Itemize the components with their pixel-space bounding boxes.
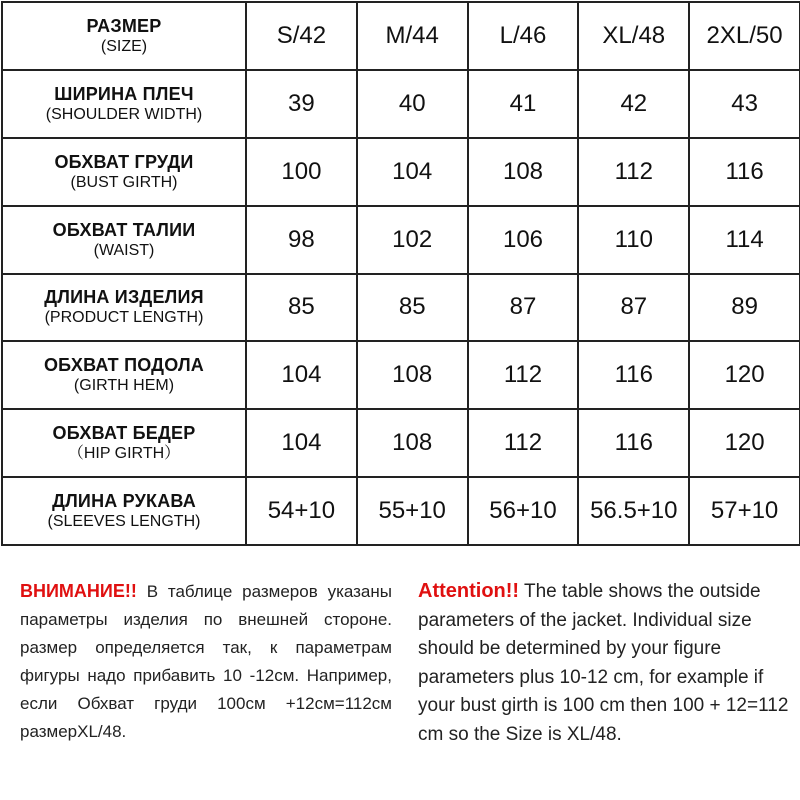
measurement-value-cell <box>357 70 468 138</box>
measurement-value: 85 <box>288 293 315 321</box>
measurement-value-cell <box>468 138 579 206</box>
measurement-label-ru: ШИРИНА ПЛЕЧ <box>54 83 194 104</box>
measurement-value: 42 <box>620 89 648 117</box>
measurement-value: 106 <box>502 225 544 253</box>
size-name: S/42 <box>276 21 327 49</box>
measurement-label-ru: ОБХВАТ ТАЛИИ <box>52 219 196 240</box>
measurement-label-en: (BUST GIRTH) <box>70 173 178 191</box>
measurement-label-en: (PRODUCT LENGTH) <box>44 309 204 327</box>
measurement-label-en: （HIP GIRTH） <box>67 445 181 463</box>
attention-label-ru: ВНИМАНИЕ!! <box>20 581 137 601</box>
measurement-value: 39 <box>288 89 315 117</box>
measurement-value-cell <box>578 70 689 138</box>
measurement-value: 114 <box>725 225 764 253</box>
size-name: M/44 <box>385 21 439 49</box>
measurement-value: 104 <box>281 361 322 389</box>
measurement-value-cell <box>689 206 800 274</box>
measurement-value: 108 <box>502 157 544 185</box>
measurement-value-cell <box>468 206 579 274</box>
measurement-value-cell <box>689 70 800 138</box>
measurement-value-cell <box>246 138 357 206</box>
measurement-label-cell <box>2 274 246 342</box>
measurement-value-cell <box>689 409 800 477</box>
size-header-label-en: (SIZE) <box>100 37 148 55</box>
measurement-value-cell <box>468 274 579 342</box>
measurement-label-ru: ОБХВАТ ГРУДИ <box>54 151 194 172</box>
measurement-value: 112 <box>503 361 543 389</box>
measurement-value: 102 <box>392 225 433 253</box>
measurement-value-cell <box>578 341 689 409</box>
measurement-value: 43 <box>731 89 758 117</box>
measurement-value: 100 <box>281 157 322 185</box>
measurement-label-cell <box>2 477 246 545</box>
measurement-value: 120 <box>724 429 765 457</box>
measurement-value: 112 <box>503 429 543 457</box>
measurement-label-cell <box>2 409 246 477</box>
measurement-value-cell <box>578 206 689 274</box>
measurement-value: 87 <box>509 293 537 321</box>
note-russian <box>20 577 392 746</box>
measurement-value: 89 <box>731 293 758 321</box>
measurement-value-cell <box>689 341 800 409</box>
measurement-value: 55+10 <box>378 497 446 525</box>
measurement-value: 104 <box>392 157 433 185</box>
notes-section <box>0 553 800 800</box>
measurement-value: 116 <box>614 361 653 389</box>
measurement-value-cell <box>689 477 800 545</box>
measurement-label-en: (GIRTH HEM) <box>73 377 175 395</box>
measurement-label-cell <box>2 70 246 138</box>
measurement-value: 85 <box>398 293 426 321</box>
measurement-row <box>2 409 800 477</box>
measurement-value: 108 <box>392 429 433 457</box>
size-header-label-ru: РАЗМЕР <box>86 15 162 36</box>
measurement-value: 104 <box>281 429 322 457</box>
measurement-label-cell <box>2 138 246 206</box>
measurement-value: 54+10 <box>267 497 336 525</box>
measurement-value-cell <box>468 409 579 477</box>
size-name: L/46 <box>499 21 547 49</box>
measurement-label-ru: ОБХВАТ ПОДОЛА <box>43 355 204 376</box>
measurement-row <box>2 341 800 409</box>
measurement-label-en: (WAIST) <box>93 241 155 259</box>
measurement-value: 120 <box>724 361 765 389</box>
measurement-label-cell <box>2 341 246 409</box>
measurement-value-cell <box>468 70 579 138</box>
measurement-value-cell <box>246 477 357 545</box>
measurement-value-cell <box>357 477 468 545</box>
size-column-header <box>246 2 357 70</box>
size-header-cell <box>2 2 246 70</box>
note-text-en: The table shows the outside parameters of the jacket. Individual size should be determined by your figure parameters plus 10-12 cm, for example if your bust girth is 100 cm then 100 + 12=112 cm so the Size is XL/48. <box>418 581 789 745</box>
measurement-value: 41 <box>509 89 537 117</box>
measurement-value-cell <box>689 138 800 206</box>
measurement-value: 56+10 <box>489 497 557 525</box>
size-column-header <box>689 2 800 70</box>
measurement-value-cell <box>246 274 357 342</box>
size-column-header <box>357 2 468 70</box>
measurement-row <box>2 70 800 138</box>
measurement-value-cell <box>357 206 468 274</box>
measurement-value-cell <box>578 409 689 477</box>
measurement-value: 112 <box>614 157 653 185</box>
measurement-label-en: (SLEEVES LENGTH) <box>47 513 201 531</box>
measurement-value-cell <box>246 341 357 409</box>
size-name: XL/48 <box>602 21 666 49</box>
measurement-label-ru: ДЛИНА РУКАВА <box>52 491 196 512</box>
measurement-value-cell <box>468 477 579 545</box>
measurement-label-cell <box>2 206 246 274</box>
measurement-value: 108 <box>392 361 433 389</box>
measurement-value-cell <box>357 409 468 477</box>
measurement-value-cell <box>689 274 800 342</box>
measurement-label-ru: ОБХВАТ БЕДЕР <box>52 423 196 444</box>
measurement-value: 98 <box>288 225 315 253</box>
size-chart-table <box>1 1 800 546</box>
header-row <box>2 2 800 70</box>
measurement-value-cell <box>357 274 468 342</box>
measurement-value: 110 <box>614 225 653 253</box>
measurement-value-cell <box>357 138 468 206</box>
measurement-value-cell <box>578 138 689 206</box>
size-column-header <box>468 2 579 70</box>
measurement-value-cell <box>357 341 468 409</box>
measurement-label-ru: ДЛИНА ИЗДЕЛИЯ <box>44 287 204 308</box>
measurement-row <box>2 274 800 342</box>
measurement-row <box>2 206 800 274</box>
measurement-value-cell <box>246 409 357 477</box>
size-column-header <box>578 2 689 70</box>
measurement-label-en: (SHOULDER WIDTH) <box>45 105 203 123</box>
measurement-value: 57+10 <box>710 497 779 525</box>
note-text-ru: В таблице размеров указаны параметры изделия по внешней стороне. размер определяется так, к параметрам фигуры надо прибавить 10 -12см. Например, если Обхват груди 100см +12см=112см размерXL/48. <box>20 582 392 741</box>
measurement-value-cell <box>468 341 579 409</box>
note-english <box>418 577 790 749</box>
measurement-value: 40 <box>398 89 426 117</box>
measurement-value: 87 <box>620 293 648 321</box>
attention-label-en: Attention!! <box>418 580 520 602</box>
measurement-row <box>2 138 800 206</box>
size-name: 2XL/50 <box>706 21 783 49</box>
measurement-value: 56.5+10 <box>590 497 678 525</box>
measurement-value: 116 <box>614 429 653 457</box>
measurement-value-cell <box>578 477 689 545</box>
measurement-value: 116 <box>725 157 764 185</box>
measurement-value-cell <box>246 70 357 138</box>
measurement-value-cell <box>246 206 357 274</box>
measurement-row <box>2 477 800 545</box>
measurement-value-cell <box>578 274 689 342</box>
